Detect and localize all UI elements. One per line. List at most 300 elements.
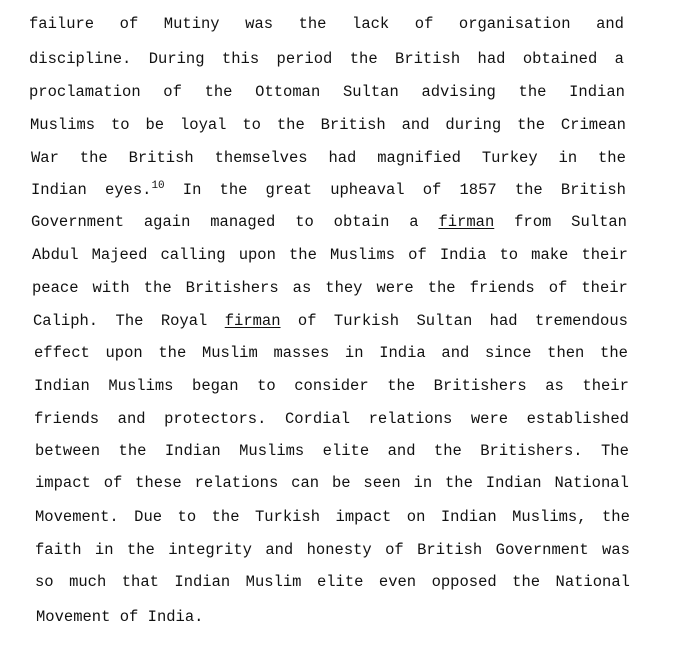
word-text: National — [555, 573, 630, 591]
word-text: In — [182, 181, 202, 199]
word-text: the — [349, 50, 378, 68]
word-text: great — [265, 181, 313, 199]
word-text: the — [79, 149, 108, 167]
word-text: Ottoman — [255, 83, 321, 101]
word-text: Sultan — [571, 213, 627, 231]
word-text: to — [499, 246, 519, 264]
text-line — [36, 608, 203, 626]
word-text: seen — [363, 474, 401, 492]
word-text: Caliph. — [33, 312, 99, 330]
word-text: India. — [147, 608, 204, 626]
word — [432, 573, 497, 591]
text-line — [29, 15, 624, 33]
word-text: and — [596, 15, 624, 33]
word-text: protectors. — [164, 410, 267, 428]
word — [158, 344, 186, 362]
word — [407, 508, 426, 526]
word-text: their — [582, 377, 629, 395]
word-text: Majeed — [91, 246, 148, 264]
word — [561, 181, 626, 199]
word — [307, 541, 372, 559]
word — [210, 213, 275, 231]
word — [350, 50, 378, 68]
word — [29, 50, 131, 68]
word — [35, 442, 100, 460]
word — [36, 608, 110, 626]
word — [135, 474, 182, 492]
word-text: can — [291, 474, 320, 492]
word-text: and — [441, 344, 470, 362]
word-text: to — [111, 116, 130, 134]
word — [134, 508, 162, 526]
word-text: impact — [335, 508, 392, 526]
word — [295, 213, 314, 231]
word — [409, 213, 418, 231]
word — [293, 279, 312, 297]
word-text: to — [242, 116, 261, 134]
word — [512, 573, 540, 591]
word — [388, 442, 416, 460]
word — [285, 410, 350, 428]
word — [246, 573, 302, 591]
word — [222, 50, 259, 68]
word — [496, 541, 589, 559]
word-text: Indian — [31, 181, 87, 199]
word — [35, 573, 54, 591]
word-text: proclamation — [29, 83, 141, 101]
space — [138, 608, 147, 626]
word — [512, 508, 586, 526]
word-text: and — [117, 410, 146, 428]
text-line — [35, 541, 630, 559]
word — [291, 474, 319, 492]
word — [527, 410, 629, 428]
word-text: Sultan — [416, 312, 473, 330]
word-text: on — [406, 508, 426, 526]
word — [111, 116, 130, 134]
word-text: of — [548, 279, 568, 297]
word — [379, 344, 426, 362]
word — [471, 410, 508, 428]
word — [277, 116, 305, 134]
word-text: During — [148, 50, 205, 68]
word-text: Turkish — [254, 508, 321, 526]
word-text: of — [119, 608, 139, 626]
word-text: British — [417, 541, 483, 559]
word-text: of — [103, 474, 123, 492]
word — [127, 541, 155, 559]
word-text: the — [433, 442, 462, 460]
word-text: elite — [316, 573, 364, 591]
word-text: their — [581, 279, 628, 297]
text-line — [33, 312, 628, 330]
word-text: the — [126, 541, 155, 559]
word — [35, 474, 91, 492]
word — [31, 213, 124, 231]
word — [105, 344, 142, 362]
word-text: obtain — [333, 213, 390, 231]
word-text: of — [163, 83, 182, 101]
word-text: to — [177, 508, 197, 526]
word-text: War — [31, 149, 59, 167]
word — [423, 181, 442, 199]
word — [108, 377, 173, 395]
word — [242, 116, 261, 134]
word — [255, 508, 320, 526]
word — [428, 279, 456, 297]
word-text: that — [121, 573, 159, 591]
word — [95, 541, 114, 559]
word — [414, 474, 433, 492]
word-text: a — [614, 50, 624, 68]
word-text: upon — [238, 246, 276, 264]
word — [129, 149, 194, 167]
word — [298, 312, 317, 330]
word-text: the — [517, 116, 545, 134]
word — [440, 246, 487, 264]
word-text: had — [477, 50, 506, 68]
word-text: failure — [29, 15, 95, 33]
word-text: from — [514, 213, 552, 231]
word — [499, 246, 518, 264]
word-text: much — [69, 573, 107, 591]
word — [325, 279, 362, 297]
word-text: in — [413, 474, 433, 492]
word — [438, 213, 494, 231]
word — [69, 573, 106, 591]
word-text: established — [526, 410, 629, 428]
word — [255, 83, 320, 101]
word — [180, 116, 227, 134]
word — [602, 541, 630, 559]
word — [434, 377, 527, 395]
word-text: loyal — [179, 116, 227, 134]
word-text: the — [158, 344, 187, 362]
word — [343, 83, 399, 101]
word — [535, 312, 628, 330]
word — [379, 573, 416, 591]
underlined-term: firman — [438, 213, 495, 231]
word — [202, 344, 258, 362]
word-text: Due — [134, 508, 163, 526]
text-line — [34, 410, 629, 428]
underlined-term: firman — [224, 312, 281, 330]
word-text: in — [344, 344, 364, 362]
word-text: 1857 — [459, 181, 497, 199]
word — [80, 149, 108, 167]
word-text: Cordial — [284, 410, 351, 428]
word-text: since — [484, 344, 532, 362]
word — [186, 279, 279, 297]
word-text: of — [297, 312, 317, 330]
word — [225, 312, 281, 330]
word-text: be — [331, 474, 351, 492]
word — [165, 442, 221, 460]
word-text: of — [385, 541, 404, 559]
word — [377, 149, 461, 167]
word-text: Abdul — [32, 246, 79, 264]
word — [93, 279, 130, 297]
text-line — [31, 213, 627, 231]
word — [168, 541, 252, 559]
word — [178, 508, 197, 526]
word — [195, 474, 279, 492]
word — [149, 50, 205, 68]
word-text: and — [401, 116, 430, 134]
word-text: make — [531, 246, 569, 264]
word — [265, 541, 293, 559]
word — [369, 410, 453, 428]
word-text: faith — [35, 541, 82, 559]
word — [273, 344, 329, 362]
word — [30, 116, 95, 134]
word — [352, 15, 389, 33]
word-text: the — [600, 344, 628, 362]
word-text: as — [292, 279, 312, 297]
word — [174, 573, 230, 591]
word — [490, 312, 518, 330]
word — [486, 474, 542, 492]
word-text: Indian — [34, 377, 90, 395]
word-text: Sultan — [342, 83, 399, 101]
word — [598, 149, 626, 167]
word-text: to — [295, 213, 314, 231]
word — [332, 474, 351, 492]
word — [183, 181, 202, 199]
word-text: The — [115, 312, 144, 330]
text-line — [29, 83, 625, 101]
word-text: the — [204, 83, 233, 101]
word-text: the — [143, 279, 172, 297]
word — [459, 15, 571, 33]
word — [35, 541, 82, 559]
word-text: the — [211, 508, 240, 526]
word-text: Indian — [174, 573, 231, 591]
word — [32, 279, 79, 297]
word-text: during — [445, 116, 502, 134]
word-text: calling — [160, 246, 226, 264]
word — [92, 246, 148, 264]
word-text: integrity — [168, 541, 252, 559]
word-text: Muslims, — [512, 508, 587, 526]
word-text: Muslims — [108, 377, 174, 395]
word-text: Muslims — [329, 246, 396, 264]
word-text: Mutiny — [163, 15, 220, 33]
word-text: masses — [273, 344, 330, 362]
word-text: impact — [35, 474, 91, 492]
word — [615, 50, 624, 68]
word-text: discipline. — [29, 50, 132, 68]
word-text: again — [143, 213, 191, 231]
word-text: had — [328, 149, 357, 167]
word-text: these — [135, 474, 182, 492]
word-text: the — [445, 474, 473, 492]
word-text: obtained — [522, 50, 598, 68]
word — [32, 246, 79, 264]
word — [31, 149, 59, 167]
word — [122, 573, 159, 591]
word-text: with — [92, 279, 130, 297]
word-text: Britishers — [185, 279, 279, 297]
word — [531, 246, 568, 264]
word — [600, 344, 628, 362]
text-line — [35, 508, 630, 526]
word — [328, 149, 356, 167]
word-text: between — [35, 442, 101, 460]
word — [336, 508, 392, 526]
word-text: upheaval — [330, 181, 405, 199]
word — [480, 442, 582, 460]
word — [164, 410, 266, 428]
word — [289, 246, 317, 264]
word-text: of — [119, 15, 139, 33]
word-text: be — [145, 116, 165, 134]
word-text: their — [581, 246, 628, 264]
word-text: the — [427, 279, 456, 297]
word-text: the — [219, 181, 248, 199]
word-text: Indian — [164, 442, 221, 460]
word-text: so — [35, 573, 54, 591]
word-text: Muslims — [239, 442, 305, 460]
word-text: period — [276, 50, 333, 68]
word — [205, 83, 233, 101]
word — [120, 608, 139, 626]
word — [118, 410, 146, 428]
word — [29, 83, 141, 101]
word-text: the — [288, 246, 317, 264]
word — [363, 474, 400, 492]
word — [148, 608, 204, 626]
word — [321, 116, 386, 134]
word-text: Indian — [569, 83, 625, 101]
word — [266, 181, 313, 199]
word-text: British — [320, 116, 386, 134]
word — [581, 279, 628, 297]
word-text: the — [514, 181, 543, 199]
word-text: themselves — [214, 149, 308, 167]
word-text: of — [408, 246, 427, 264]
word — [519, 83, 547, 101]
word-text: in — [94, 541, 114, 559]
word — [163, 83, 182, 101]
word — [441, 508, 497, 526]
word-text: to — [257, 377, 276, 395]
word-text: Crimean — [560, 116, 626, 134]
word — [144, 279, 172, 297]
word-text: in — [558, 149, 578, 167]
word — [523, 50, 597, 68]
text-line — [32, 279, 628, 297]
word — [470, 279, 535, 297]
word — [408, 246, 427, 264]
word — [482, 149, 538, 167]
word — [515, 181, 543, 199]
word-text: National — [554, 474, 629, 492]
word-text: Muslims — [30, 116, 96, 134]
word-text: the — [276, 116, 305, 134]
word — [120, 15, 139, 33]
word — [105, 181, 165, 199]
word — [334, 213, 390, 231]
word — [459, 181, 496, 199]
word-text: consider — [294, 377, 369, 395]
word — [582, 377, 629, 395]
word-text: friends — [469, 279, 535, 297]
word — [445, 116, 501, 134]
footnote-marker: 10 — [151, 180, 165, 192]
word — [485, 344, 532, 362]
word — [119, 442, 147, 460]
word — [517, 116, 545, 134]
word — [317, 573, 364, 591]
word — [345, 344, 364, 362]
word-text: India — [439, 246, 487, 264]
word-text: advising — [421, 83, 496, 101]
word — [417, 541, 482, 559]
word-text: magnified — [377, 149, 461, 167]
word — [559, 149, 578, 167]
word — [192, 377, 239, 395]
word-text: the — [387, 377, 416, 395]
word-text: Government — [495, 541, 589, 559]
word-text: Muslim — [201, 344, 258, 362]
word-text: were — [470, 410, 509, 428]
word — [145, 116, 164, 134]
word-text: Muslim — [245, 573, 302, 591]
word-text: then — [547, 344, 585, 362]
word — [34, 410, 99, 428]
word — [160, 246, 225, 264]
word — [116, 312, 144, 330]
text-line — [35, 474, 629, 492]
text-line — [29, 50, 624, 68]
word — [330, 246, 395, 264]
word — [212, 508, 240, 526]
word-text: The — [601, 442, 629, 460]
word-text: even — [378, 573, 417, 591]
word-text: relations — [194, 474, 279, 492]
word — [34, 344, 90, 362]
word — [416, 312, 472, 330]
word — [330, 181, 404, 199]
word — [299, 15, 327, 33]
word — [245, 15, 273, 33]
word — [395, 50, 460, 68]
word-text: Turkey — [481, 149, 538, 167]
word-text: peace — [32, 279, 79, 297]
word — [34, 377, 90, 395]
word — [294, 377, 368, 395]
word-text: the — [298, 15, 327, 33]
word — [385, 541, 404, 559]
word — [554, 474, 628, 492]
word-text: managed — [210, 213, 276, 231]
word-text: Royal — [160, 312, 208, 330]
word — [561, 116, 626, 134]
word-text: of — [414, 15, 434, 33]
word — [220, 181, 248, 199]
word-text: organisation — [458, 15, 571, 33]
word-text: had — [489, 312, 518, 330]
word-text: Movement — [36, 608, 111, 626]
word — [547, 344, 584, 362]
word — [387, 377, 415, 395]
word — [323, 442, 370, 460]
word-text: opposed — [431, 573, 497, 591]
word — [556, 573, 630, 591]
word — [514, 213, 551, 231]
word-text: as — [545, 377, 564, 395]
